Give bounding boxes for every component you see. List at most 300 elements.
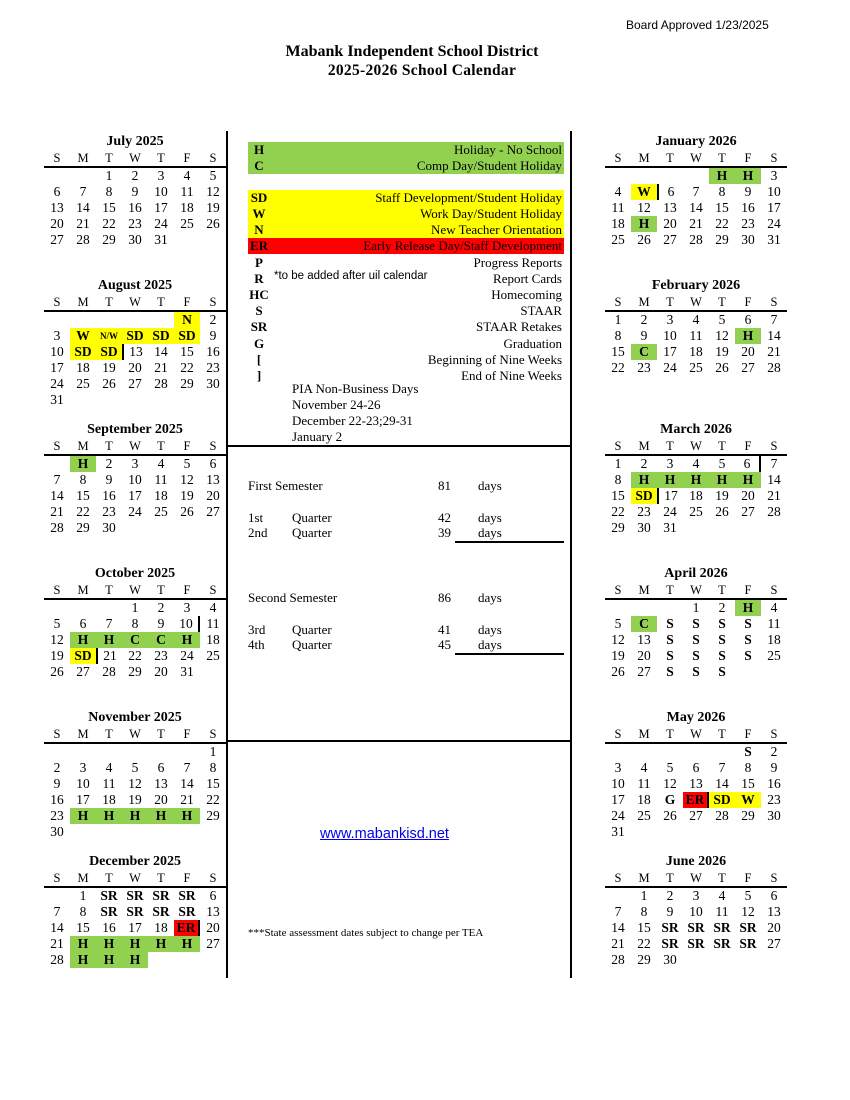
center-left-border: [226, 131, 228, 978]
day-cell: 27: [663, 232, 677, 247]
day-cell: 28: [50, 520, 64, 535]
day-cell: 3: [614, 760, 622, 775]
month-title: December 2025: [89, 854, 181, 869]
weekday-label: M: [77, 583, 89, 597]
day-cell: 15: [715, 200, 729, 215]
empty-day-cell: [70, 312, 96, 328]
weekday-label: S: [614, 583, 622, 597]
weekday-label: W: [129, 439, 141, 453]
day-cell: 7: [770, 456, 778, 471]
weekday-label: W: [129, 871, 141, 885]
legend-description: End of Nine Weeks: [461, 367, 562, 383]
day-cell: 21: [767, 344, 781, 359]
weekday-label: F: [744, 151, 752, 165]
weekday-header: [44, 727, 226, 744]
day-grid: [605, 744, 787, 840]
day-cell: S: [666, 616, 674, 631]
weekday-label: S: [209, 727, 217, 741]
empty-day-cell: [709, 744, 735, 760]
weekday-label: F: [183, 727, 191, 741]
day-cell: 18: [689, 344, 703, 359]
empty-day-cell: [44, 168, 70, 184]
month-jan: [605, 133, 787, 248]
empty-day-cell: [200, 232, 226, 248]
legend-row: [248, 255, 564, 271]
empty-day-cell: [605, 600, 631, 616]
weekday-label: M: [77, 727, 89, 741]
empty-day-cell: [96, 600, 122, 616]
day-grid: [44, 744, 226, 840]
day-cell: 27: [741, 504, 755, 519]
empty-day-cell: [605, 744, 631, 760]
day-cell: H: [70, 952, 96, 968]
day-cell: 9: [53, 776, 61, 791]
weekday-label: T: [105, 583, 113, 597]
day-cell: 23: [102, 504, 116, 519]
day-cell: H: [735, 168, 761, 184]
month-aug: [44, 277, 226, 408]
weekday-label: T: [157, 151, 165, 165]
day-cell: H: [96, 952, 122, 968]
assessment-disclaimer: ***State assessment dates subject to change per TEA: [248, 927, 484, 939]
day-cell: C: [122, 632, 148, 648]
website-link[interactable]: www.mabankisd.net: [320, 826, 449, 842]
day-cell: 21: [50, 504, 64, 519]
legend-code: W: [252, 206, 266, 221]
district-title: Mabank Independent School District: [285, 43, 539, 60]
weekday-label: S: [53, 727, 61, 741]
weekday-label: F: [744, 439, 752, 453]
day-cell: 23: [741, 216, 755, 231]
day-cell: SR: [152, 888, 170, 903]
weekday-label: F: [183, 583, 191, 597]
quarter-days: 45: [438, 637, 451, 652]
day-cell: 4: [157, 456, 165, 471]
day-cell: 20: [128, 360, 142, 375]
legend-code: N: [254, 222, 264, 237]
day-cell: 24: [767, 216, 781, 231]
month-title: April 2026: [664, 566, 728, 581]
weekday-label: F: [744, 727, 752, 741]
day-cell: S: [744, 744, 752, 759]
day-cell: C: [631, 344, 657, 360]
weekday-label: S: [614, 871, 622, 885]
quarter-days: 42: [438, 510, 451, 525]
month-dec: [44, 853, 226, 968]
day-cell: SR: [126, 888, 144, 903]
day-cell: 26: [180, 504, 194, 519]
day-cell: 10: [50, 344, 64, 359]
day-cell: 8: [744, 760, 752, 775]
day-cell: 25: [767, 648, 781, 663]
quarter-number: 3rd: [248, 622, 266, 637]
day-cell: 9: [105, 472, 113, 487]
day-cell: 16: [128, 200, 142, 215]
day-cell: 23: [637, 504, 651, 519]
day-cell: 1: [105, 168, 113, 183]
day-cell: 11: [767, 616, 781, 631]
weekday-header: [44, 295, 226, 312]
day-cell: 13: [637, 632, 651, 647]
day-cell: 20: [741, 488, 755, 503]
day-cell: C: [148, 632, 174, 648]
day-cell: 30: [767, 808, 781, 823]
day-cell: 14: [611, 920, 625, 935]
day-cell: S: [718, 664, 726, 679]
day-cell: 14: [154, 344, 168, 359]
day-cell: 13: [154, 776, 168, 791]
day-cell: S: [666, 664, 674, 679]
day-cell: SR: [100, 888, 118, 903]
day-cell: H: [148, 936, 174, 952]
weekday-label: W: [690, 727, 702, 741]
day-cell: 1: [209, 744, 217, 759]
weekday-label: T: [666, 727, 674, 741]
month-title: July 2025: [106, 134, 164, 149]
legend-code: ]: [256, 367, 262, 383]
day-cell: H: [631, 216, 657, 232]
day-cell: S: [744, 648, 752, 663]
weekday-label: M: [77, 871, 89, 885]
weekday-label: F: [744, 583, 752, 597]
day-cell: 15: [637, 920, 651, 935]
day-cell: 10: [767, 184, 781, 199]
weekday-label: F: [183, 295, 191, 309]
day-cell: 30: [741, 232, 755, 247]
empty-day-cell: [122, 744, 148, 760]
weekday-header: [605, 295, 787, 312]
day-cell: 23: [767, 792, 781, 807]
day-cell: 20: [206, 920, 220, 935]
day-cell: 15: [76, 920, 90, 935]
weekday-label: F: [183, 439, 191, 453]
day-cell: 10: [663, 328, 677, 343]
day-cell: S: [666, 632, 674, 647]
day-cell: 25: [76, 376, 90, 391]
day-cell: 10: [76, 776, 90, 791]
day-cell: 11: [102, 776, 116, 791]
day-cell: 11: [180, 184, 194, 199]
weekday-label: M: [77, 439, 89, 453]
day-cell: SR: [178, 888, 196, 903]
day-cell: S: [718, 632, 726, 647]
day-cell: 14: [715, 776, 729, 791]
legend-row: [248, 287, 564, 303]
legend-description: Progress Reports: [473, 255, 562, 270]
day-cell: 18: [611, 216, 625, 231]
weekday-label: S: [209, 439, 217, 453]
day-cell: 15: [741, 776, 755, 791]
weekday-header: [605, 439, 787, 456]
month-mar: [605, 421, 787, 536]
day-cell: 12: [611, 632, 625, 647]
day-cell: SR: [661, 936, 679, 951]
day-cell: 23: [154, 648, 168, 663]
day-cell: 4: [209, 600, 217, 615]
day-grid: [605, 600, 787, 680]
day-cell: C: [631, 616, 657, 632]
day-cell: 6: [53, 184, 61, 199]
day-cell: 10: [128, 472, 142, 487]
day-cell: W: [631, 184, 657, 200]
day-cell: 22: [180, 360, 194, 375]
day-cell: 27: [50, 232, 64, 247]
month-title: January 2026: [655, 134, 737, 149]
weekday-label: F: [744, 295, 752, 309]
day-cell: H: [70, 456, 96, 472]
day-cell: SR: [126, 904, 144, 919]
pia-line: December 22-23;29-31: [292, 413, 413, 428]
day-cell: 14: [689, 200, 703, 215]
day-cell: 3: [666, 456, 674, 471]
quarter-days: 41: [438, 622, 451, 637]
weekday-label: F: [183, 151, 191, 165]
day-cell: SR: [713, 936, 731, 951]
day-cell: 7: [53, 472, 61, 487]
day-cell: 29: [637, 952, 651, 967]
day-cell: 22: [611, 360, 625, 375]
weekday-label: M: [77, 295, 89, 309]
day-cell: 27: [128, 376, 142, 391]
legend-code: R: [254, 271, 264, 287]
weekday-label: W: [129, 295, 141, 309]
day-cell: 16: [741, 200, 755, 215]
day-cell: 24: [611, 808, 625, 823]
weekday-label: T: [157, 295, 165, 309]
weekday-label: W: [690, 151, 702, 165]
day-cell: 25: [180, 216, 194, 231]
day-cell: 22: [637, 936, 651, 951]
day-grid: [44, 888, 226, 968]
weekday-label: F: [183, 871, 191, 885]
day-cell: 8: [209, 760, 217, 775]
weekday-header: [44, 871, 226, 888]
day-cell: 20: [663, 216, 677, 231]
legend-row: [248, 336, 564, 352]
weekday-label: T: [718, 727, 726, 741]
day-cell: 4: [183, 168, 191, 183]
month-title: March 2026: [660, 422, 732, 437]
weekday-label: S: [770, 439, 778, 453]
weekday-label: W: [129, 727, 141, 741]
month-jul: [44, 133, 226, 248]
day-cell: 19: [715, 488, 729, 503]
day-cell: SD: [631, 488, 657, 504]
weekday-label: S: [53, 151, 61, 165]
day-cell: 27: [206, 936, 220, 951]
day-cell: H: [96, 808, 122, 824]
month-sep: [44, 421, 226, 536]
day-cell: 19: [128, 792, 142, 807]
weekday-label: T: [666, 871, 674, 885]
day-cell: 18: [767, 632, 781, 647]
day-cell: 19: [102, 360, 116, 375]
day-cell: 7: [770, 312, 778, 327]
day-cell: 24: [663, 504, 677, 519]
legend-code: C: [254, 158, 264, 173]
day-cell: 24: [50, 376, 64, 391]
day-cell: 3: [770, 168, 778, 183]
legend-description: Early Release Day/Staff Development: [363, 238, 562, 253]
day-cell: 3: [79, 760, 87, 775]
day-cell: 14: [50, 488, 64, 503]
day-cell: 9: [666, 904, 674, 919]
day-cell: 16: [50, 792, 64, 807]
empty-day-cell: [44, 312, 70, 328]
day-cell: 17: [767, 200, 781, 215]
day-cell: 24: [128, 504, 142, 519]
quarter-label: Quarter: [292, 510, 332, 525]
day-cell: 2: [209, 312, 217, 327]
days-unit: days: [478, 510, 502, 525]
day-cell: H: [735, 600, 761, 616]
day-grid: [44, 600, 226, 680]
day-cell: 15: [76, 488, 90, 503]
day-cell: 18: [102, 792, 116, 807]
day-cell: 5: [666, 760, 674, 775]
weekday-header: [44, 439, 226, 456]
legend-description: Comp Day/Student Holiday: [416, 158, 562, 173]
day-cell: 9: [157, 616, 165, 631]
day-cell: H: [174, 808, 200, 824]
weekday-label: S: [53, 439, 61, 453]
day-cell: 22: [102, 216, 116, 231]
legend-code: SD: [250, 190, 268, 205]
day-cell: H: [70, 632, 96, 648]
weekday-label: S: [53, 871, 61, 885]
weekday-label: S: [614, 151, 622, 165]
day-cell: 28: [102, 664, 116, 679]
day-cell: W: [70, 328, 96, 344]
day-cell: S: [718, 648, 726, 663]
day-cell: 17: [154, 200, 168, 215]
day-cell: 24: [154, 216, 168, 231]
day-cell: 26: [663, 808, 677, 823]
weekday-label: M: [638, 583, 650, 597]
day-cell: 30: [206, 376, 220, 391]
days-unit: days: [478, 622, 502, 637]
day-cell: 27: [637, 664, 651, 679]
day-cell: 8: [105, 184, 113, 199]
day-cell: 13: [50, 200, 64, 215]
day-cell: 8: [131, 616, 139, 631]
day-cell: 9: [640, 328, 648, 343]
day-cell: 26: [715, 504, 729, 519]
weekday-label: M: [638, 871, 650, 885]
day-cell: 22: [715, 216, 729, 231]
day-cell: 30: [637, 520, 651, 535]
legend-description: Work Day/Student Holiday: [420, 206, 562, 221]
day-cell: 2: [157, 600, 165, 615]
day-cell: H: [657, 472, 683, 488]
day-cell: SR: [687, 920, 705, 935]
center-divider-1: [226, 445, 572, 447]
weekday-label: W: [690, 871, 702, 885]
legend-code: HC: [249, 287, 269, 303]
day-cell: 30: [50, 824, 64, 839]
day-cell: 18: [180, 200, 194, 215]
weekday-label: S: [614, 727, 622, 741]
first-semester-label: First Semester: [248, 478, 323, 493]
weekday-label: M: [638, 439, 650, 453]
day-cell: 2: [770, 744, 778, 759]
legend-code: ER: [249, 238, 269, 253]
day-cell: 2: [105, 456, 113, 471]
legend-code: H: [253, 142, 265, 157]
day-cell: 31: [180, 664, 194, 679]
second-semester-days: 86: [438, 590, 451, 605]
day-cell: 12: [206, 184, 220, 199]
month-jun: [605, 853, 787, 968]
day-cell: 29: [180, 376, 194, 391]
day-cell: 13: [206, 472, 220, 487]
legend-row: [248, 206, 564, 222]
day-cell: 14: [180, 776, 194, 791]
day-cell: 14: [767, 328, 781, 343]
day-cell: 11: [154, 472, 168, 487]
days-unit: days: [478, 525, 502, 540]
empty-day-cell: [70, 600, 96, 616]
day-cell: N/W: [96, 328, 122, 344]
day-cell: 12: [741, 904, 755, 919]
day-cell: H: [735, 328, 761, 344]
day-cell: 26: [611, 664, 625, 679]
day-cell: 4: [692, 456, 700, 471]
day-cell: 9: [770, 760, 778, 775]
day-grid: [605, 888, 787, 968]
legend-row: [248, 222, 564, 238]
day-cell: 19: [180, 488, 194, 503]
day-cell: SD: [174, 328, 200, 344]
empty-day-cell: [122, 312, 148, 328]
day-cell: 17: [128, 920, 142, 935]
day-cell: H: [96, 632, 122, 648]
empty-day-cell: [148, 744, 174, 760]
day-cell: H: [174, 936, 200, 952]
day-cell: 24: [180, 648, 194, 663]
day-cell: 2: [53, 760, 61, 775]
day-cell: 2: [640, 456, 648, 471]
quarter-number: 4th: [248, 637, 265, 652]
day-cell: 6: [692, 760, 700, 775]
weekday-label: T: [718, 439, 726, 453]
day-cell: H: [709, 472, 735, 488]
day-cell: 7: [53, 904, 61, 919]
legend-description: Homecoming: [491, 287, 562, 303]
day-cell: 7: [79, 184, 87, 199]
day-cell: 25: [206, 648, 220, 663]
day-cell: 29: [102, 232, 116, 247]
day-cell: 10: [611, 776, 625, 791]
day-cell: 20: [154, 664, 168, 679]
day-cell: S: [718, 616, 726, 631]
day-cell: 1: [79, 888, 87, 903]
center-divider-2: [226, 740, 572, 742]
month-title: February 2026: [651, 278, 741, 293]
weekday-label: M: [77, 151, 89, 165]
day-cell: 13: [663, 200, 677, 215]
day-cell: 16: [102, 488, 116, 503]
day-cell: H: [148, 808, 174, 824]
weekday-label: T: [718, 871, 726, 885]
quarter-label: Quarter: [292, 622, 332, 637]
day-cell: 17: [611, 792, 625, 807]
day-cell: 13: [689, 776, 703, 791]
day-cell: 18: [206, 632, 220, 647]
empty-day-cell: [96, 312, 122, 328]
day-grid: [44, 312, 226, 408]
calendar-title: 2025-2026 School Calendar: [327, 62, 517, 79]
